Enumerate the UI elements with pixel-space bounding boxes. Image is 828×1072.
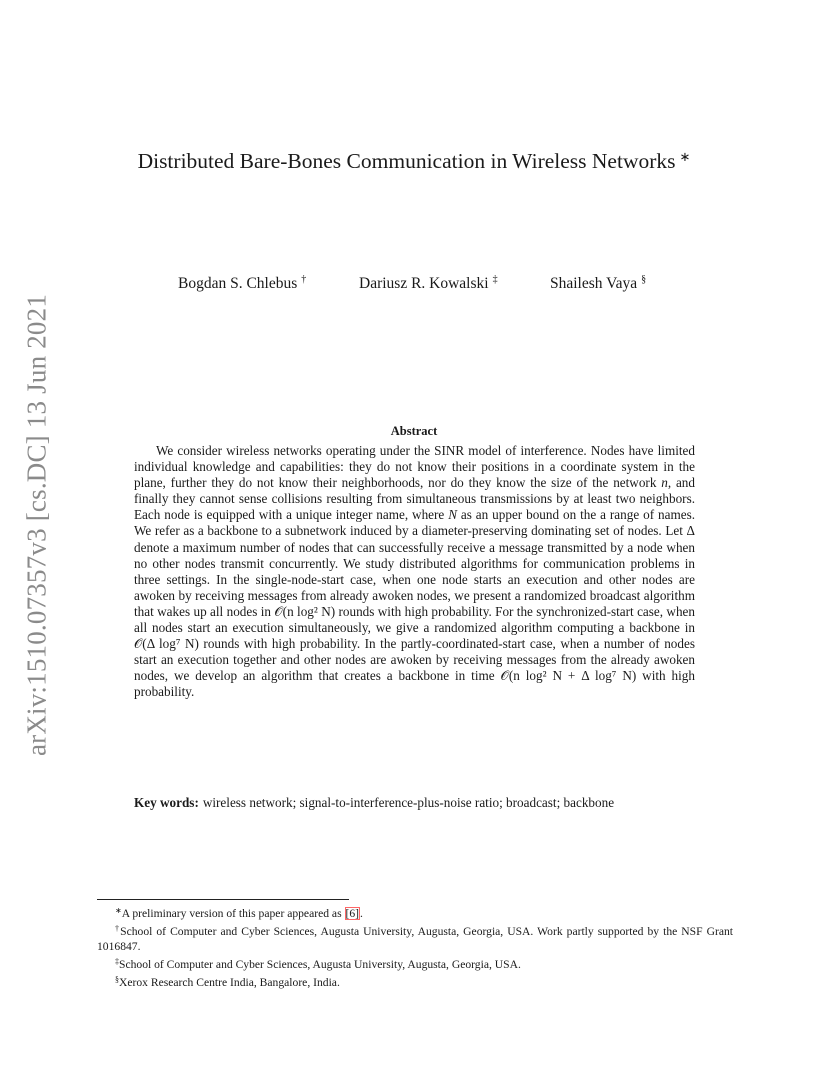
keywords-text: wireless network; signal-to-interference-plus-noise ratio; broadcast; backbone <box>202 795 615 810</box>
abstract-text: as an upper bound on the a range of names. We refer as a backbone to a subnetwork induced by a diameter-preserving dominating set of nodes. Let Δ denote a maximum number of nodes that can successfully receive a message transmitted by a node when no other nodes transmit concurrently. We study distributed algorithms for communication problems in three settings. In the single-node-start case, when one node starts an execution and other nodes are awoken by receiving messages from already awoken nodes, we present a randomized broadcast algorithm that wakes up all nodes in <box>134 507 696 619</box>
footnote-text: . <box>360 907 363 920</box>
author-name: Dariusz R. Kowalski <box>359 275 489 292</box>
footnote-affiliation-chlebus <box>97 921 733 954</box>
author-name: Shailesh Vaya <box>550 275 638 292</box>
title-footnote-mark: ∗ <box>679 149 691 164</box>
author-kowalski <box>359 274 498 293</box>
abstract-paragraph <box>134 443 695 701</box>
abstract-text: rounds with high probability. For the synchronized-start case, when all nodes start an execution simultaneously, we give a randomized algorithm computing a backbone in <box>134 603 695 636</box>
abstract-text: rounds with high probability. In the partly-coordinated-start case, when a number of nodes start an execution together and other nodes are awoken by receiving messages from the already awoken nodes, we develop an algorithm that creates a backbone in time <box>134 636 695 684</box>
footnote-mark: † <box>115 924 121 933</box>
footnote-affiliation-kowalski <box>97 954 733 972</box>
footnote-text: School of Computer and Cyber Sciences, Augusta University, Augusta, Georgia, USA. Work partly supported by the NSF Grant 1016847. <box>97 925 733 953</box>
footnote-text: A preliminary version of this paper appeared as <box>121 907 345 920</box>
author-name: Bogdan S. Chlebus <box>178 275 298 292</box>
footnote-mark: ‡ <box>115 957 119 966</box>
footnote-mark: ∗ <box>115 906 122 915</box>
footnote-text: School of Computer and Cyber Sciences, Augusta University, Augusta, Georgia, USA. <box>119 958 521 971</box>
citation-link[interactable]: [6] <box>345 907 360 920</box>
paper-title <box>0 149 828 174</box>
abstract-text: We consider wireless networks operating under the SINR model of interference. Nodes have limited individual knowledge and capabilities: they do not know their positions in a coordinate system in the plane, further they do not know their neighborhoods, nor do they know the size of the network <box>134 443 695 491</box>
paper-title-text: Distributed Bare-Bones Communication in Wireless Networks <box>137 149 676 173</box>
footnote-text: Xerox Research Centre India, Bangalore, India. <box>119 976 340 989</box>
footnotes <box>97 903 733 990</box>
author-vaya <box>550 274 646 293</box>
math-variable-n: n <box>661 475 668 491</box>
author-footnote-mark: § <box>641 274 647 285</box>
keywords-line <box>134 795 734 811</box>
math-complexity-backbone: 𝒪(Δ log⁷ N) <box>134 636 199 652</box>
keywords-label: Key words: <box>134 795 199 810</box>
math-complexity-combined: 𝒪(n log² N + Δ log⁷ N) <box>500 668 637 684</box>
author-footnote-mark: † <box>301 274 307 285</box>
footnote-preliminary-version <box>97 903 733 921</box>
author-chlebus <box>178 274 306 293</box>
abstract-text: , and finally they cannot sense collisions resulting from simultaneous transmissions by at least two neighbors. Each node is equipped with a unique integer name, where <box>134 475 695 523</box>
footnote-mark: § <box>115 975 119 984</box>
abstract-heading: Abstract <box>390 424 438 438</box>
arxiv-identifier-text: arXiv:1510.07357v3 [cs.DC] 13 Jun 2021 <box>21 293 52 757</box>
author-footnote-mark: ‡ <box>492 274 498 285</box>
footnote-divider <box>97 899 349 900</box>
footnote-affiliation-vaya <box>97 972 733 990</box>
arxiv-identifier-stamp <box>12 290 62 760</box>
abstract-text: with high probability. <box>134 668 695 700</box>
math-complexity-broadcast: 𝒪(n log² N) <box>274 603 336 619</box>
math-variable-N: N <box>448 507 457 523</box>
